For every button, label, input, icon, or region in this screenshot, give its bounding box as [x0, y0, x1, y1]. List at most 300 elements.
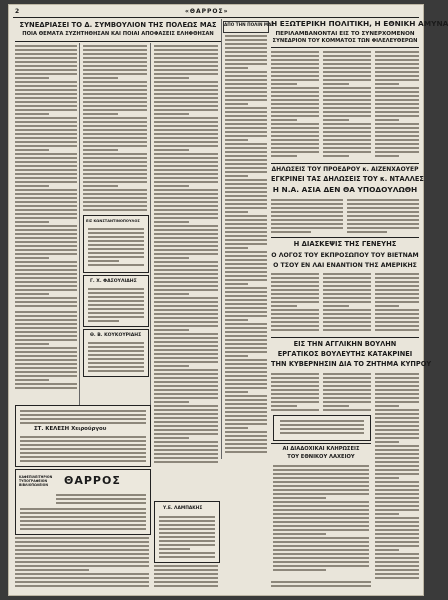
text-line [15, 301, 77, 303]
ad-5-line-2: ΘΑΡΡΟΣ [64, 474, 121, 487]
text-line [154, 425, 218, 427]
text-line [225, 431, 267, 433]
text-line [225, 371, 267, 373]
text-line [375, 429, 419, 431]
text-line [225, 375, 267, 377]
text-line [83, 81, 147, 83]
text-line [375, 91, 419, 93]
text-line [15, 249, 77, 251]
text-line [15, 189, 77, 191]
text-line [375, 131, 419, 133]
text-line [375, 273, 419, 275]
text-line [83, 69, 147, 71]
ad-box-5 [15, 469, 151, 535]
text-line [225, 255, 267, 257]
text-line [15, 145, 77, 147]
text-line [15, 265, 77, 267]
masthead-rule [13, 17, 419, 18]
text-line [154, 329, 189, 331]
text-line [15, 387, 77, 389]
text-line [88, 228, 144, 230]
text-line [375, 51, 419, 53]
text-line [375, 525, 419, 527]
text-line [154, 321, 218, 323]
story-5-headline-1: ΑΙ ΔΙΑΔΟΧΙΚΑΙ ΚΛΗΡΩΣΕΙΣ [282, 446, 360, 452]
text-line [323, 75, 371, 77]
text-line [225, 407, 267, 409]
text-line [375, 381, 419, 383]
bottom-left-text [15, 537, 149, 591]
text-line [280, 420, 364, 422]
text-line [375, 537, 419, 539]
text-line [88, 248, 144, 250]
text-line [15, 53, 77, 55]
text-line [154, 317, 218, 319]
text-line [15, 177, 77, 179]
text-line [159, 520, 215, 522]
text-line [159, 540, 215, 542]
text-line [323, 301, 371, 303]
text-line [15, 85, 77, 87]
text-line [83, 49, 147, 51]
text-line [225, 155, 267, 157]
text-line [154, 157, 218, 159]
side-column-title: ΑΠΟ ΤΗΝ ΠΟΛΙΝ ΜΑΣ [224, 22, 275, 27]
text-line [225, 203, 267, 205]
story-2-headline-2: ΕΓΚΡΙΝΕΙ ΤΑΣ ΔΗΛΩΣΕΙΣ ΤΟΥ κ. ΝΤΑΛΛΕΣ [271, 175, 424, 183]
text-line [225, 347, 267, 349]
story-4-rule [271, 337, 419, 338]
text-line [375, 473, 419, 475]
story-4-headline-3: ΤΗΝ ΚΥΒΕΡΝΗΣΙΝ ΔΙΑ ΤΟ ΖΗΤΗΜΑ ΚΥΠΡΟΥ [271, 360, 432, 368]
text-line [323, 293, 371, 295]
text-line [347, 231, 387, 233]
main-text-c [375, 51, 419, 161]
text-line [323, 67, 371, 69]
text-line [15, 367, 77, 369]
text-line [375, 425, 419, 427]
text-line [15, 101, 77, 103]
text-line [154, 345, 218, 347]
text-line [375, 309, 419, 311]
lottery-table [273, 465, 369, 575]
text-line [154, 57, 218, 59]
text-line [15, 537, 149, 539]
text-line [323, 297, 371, 299]
text-line [271, 293, 319, 295]
text-line [154, 293, 189, 295]
text-line [323, 119, 349, 121]
text-line [15, 125, 77, 127]
paper-name: «ΘΑΡΡΟΣ» [185, 8, 229, 15]
text-line [154, 221, 189, 223]
text-line [225, 419, 267, 421]
text-line [225, 39, 267, 41]
text-line [15, 371, 77, 373]
text-line [83, 113, 118, 115]
text-line [154, 45, 218, 47]
text-line [20, 516, 146, 518]
main-text-a [271, 51, 319, 161]
ad-4-line-2: ΣΤ. ΚΕΛΕΣΗ Χειρούργου [34, 426, 107, 432]
text-line [154, 461, 218, 463]
text-line [347, 207, 419, 209]
text-line [159, 556, 215, 558]
text-line [15, 137, 77, 139]
text-line [375, 521, 419, 523]
text-line [375, 385, 419, 387]
text-line [15, 133, 77, 135]
text-line [15, 281, 77, 283]
text-line [225, 235, 267, 237]
text-line [273, 545, 369, 547]
text-line [15, 561, 149, 563]
text-line [273, 473, 369, 475]
text-line [83, 101, 147, 103]
text-line [154, 197, 218, 199]
main-headline-2: ΠΕΡΙΛΑΜΒΑΝΟΝΤΑΙ ΕΙΣ ΤΟ ΣΥΝΕΡΧΟΜΕΝΟΝ [275, 31, 415, 37]
text-line [225, 143, 267, 145]
text-line [154, 65, 218, 67]
text-line [271, 63, 319, 65]
ad-box-3 [83, 329, 149, 377]
text-line [15, 197, 77, 199]
text-line [375, 297, 419, 299]
text-line [88, 236, 144, 238]
text-line [225, 115, 267, 117]
text-line [271, 381, 319, 383]
text-line [273, 537, 369, 539]
text-line [154, 301, 218, 303]
text-line [225, 43, 267, 45]
text-line [15, 577, 149, 579]
text-line [15, 229, 77, 231]
text-line [88, 252, 144, 254]
text-line [154, 185, 189, 187]
text-line [375, 67, 419, 69]
text-line [375, 485, 419, 487]
text-line [88, 304, 144, 306]
left-text-column-3 [154, 45, 218, 465]
text-line [15, 213, 77, 215]
text-line [15, 97, 77, 99]
text-line [375, 285, 419, 287]
text-line [225, 343, 267, 345]
text-line [271, 127, 319, 129]
text-line [271, 119, 297, 121]
text-line [20, 444, 146, 446]
text-line [225, 263, 267, 265]
text-line [20, 508, 146, 510]
text-line [154, 393, 218, 395]
text-line [375, 453, 419, 455]
text-line [83, 97, 147, 99]
text-line [375, 313, 419, 315]
text-line [154, 565, 218, 567]
text-line [225, 259, 267, 261]
text-line [375, 561, 419, 563]
text-line [271, 151, 319, 153]
text-line [83, 121, 147, 123]
text-line [271, 581, 371, 583]
text-line [273, 525, 369, 527]
text-line [15, 221, 49, 223]
text-line [375, 71, 419, 73]
text-line [15, 57, 77, 59]
text-line [88, 288, 144, 290]
text-line [225, 51, 267, 53]
text-line [15, 105, 77, 107]
text-line [88, 362, 144, 364]
text-line [154, 165, 218, 167]
text-line [83, 53, 147, 55]
text-line [15, 237, 77, 239]
text-line [225, 75, 267, 77]
text-line [154, 573, 218, 575]
text-line [225, 35, 267, 37]
text-line [271, 147, 319, 149]
text-line [154, 397, 218, 399]
text-line [15, 343, 49, 345]
text-line [225, 219, 267, 221]
text-line [375, 565, 419, 567]
text-line [88, 366, 144, 368]
text-line [271, 301, 319, 303]
text-line [20, 452, 146, 454]
text-line [225, 191, 267, 193]
text-line [375, 389, 419, 391]
text-line [15, 585, 149, 587]
text-line [159, 552, 215, 554]
text-line [154, 77, 189, 79]
text-line [20, 410, 146, 412]
text-line [154, 437, 189, 439]
text-line [88, 260, 119, 262]
text-line [225, 239, 267, 241]
text-line [88, 300, 144, 302]
text-line [323, 147, 371, 149]
text-line [15, 351, 77, 353]
text-line [271, 59, 319, 61]
story-4-text-a [271, 373, 319, 413]
text-line [323, 285, 371, 287]
text-line [15, 359, 77, 361]
text-line [225, 87, 267, 89]
story-5-rule [271, 443, 371, 444]
text-line [225, 315, 267, 317]
text-line [225, 307, 267, 309]
text-line [375, 111, 419, 113]
text-line [273, 485, 369, 487]
text-line [271, 203, 343, 205]
text-line [375, 569, 419, 571]
text-line [15, 113, 49, 115]
text-line [225, 55, 267, 57]
text-line [154, 69, 218, 71]
text-line [154, 401, 189, 403]
story-3-headline-2: Ο ΛΟΓΟΣ ΤΟΥ ΕΚΠΡΟΣΩΠΟΥ ΤΟΥ ΒΙΕΤΝΑΜ [271, 252, 419, 259]
text-line [271, 215, 343, 217]
text-line [154, 585, 218, 587]
text-line [88, 346, 144, 348]
text-line [154, 305, 218, 307]
text-line [83, 65, 147, 67]
text-line [375, 293, 419, 295]
text-line [15, 355, 77, 357]
text-line [273, 493, 369, 495]
text-line [273, 465, 369, 467]
text-line [20, 512, 146, 514]
text-line [83, 201, 147, 203]
text-line [375, 489, 419, 491]
text-line [323, 115, 371, 117]
text-line [375, 517, 419, 519]
text-line [271, 115, 319, 117]
text-line [225, 167, 267, 169]
text-line [225, 415, 267, 417]
text-line [225, 119, 267, 121]
text-line [154, 457, 218, 459]
text-line [225, 195, 267, 197]
text-line [225, 111, 267, 113]
text-line [154, 209, 218, 211]
text-line [271, 67, 319, 69]
text-line [88, 354, 144, 356]
text-line [15, 335, 77, 337]
text-line [15, 323, 77, 325]
text-line [323, 313, 371, 315]
text-line [15, 193, 77, 195]
left-text-column-2 [83, 45, 147, 211]
ad-1-line-1: ΕΙΣ ΚΩΝΣΤΑΝΤΙΝΟΠΟΥΛΟΣ [86, 219, 140, 223]
text-line [154, 413, 218, 415]
text-line [375, 401, 419, 403]
text-line [154, 277, 218, 279]
text-line [15, 61, 77, 63]
text-line [375, 557, 419, 559]
text-line [225, 147, 267, 149]
text-line [271, 123, 319, 125]
text-line [271, 207, 343, 209]
side-text-column [225, 35, 267, 455]
text-line [83, 141, 147, 143]
text-line [83, 177, 147, 179]
text-line [375, 301, 419, 303]
text-line [375, 79, 419, 81]
text-line [271, 389, 319, 391]
text-line [323, 305, 349, 307]
text-line [154, 313, 218, 315]
text-line [225, 323, 267, 325]
text-line [375, 417, 419, 419]
text-line [15, 277, 77, 279]
text-line [154, 325, 218, 327]
text-line [225, 243, 267, 245]
text-line [88, 308, 144, 310]
text-line [225, 223, 267, 225]
text-line [375, 151, 419, 153]
text-line [83, 165, 147, 167]
text-line [323, 151, 371, 153]
text-line [375, 441, 399, 443]
text-line [154, 249, 218, 251]
text-line [225, 391, 248, 393]
text-line [154, 453, 218, 455]
text-line [154, 213, 218, 215]
text-line [323, 55, 371, 57]
text-line [375, 577, 419, 579]
text-line [225, 211, 248, 213]
text-line [375, 55, 419, 57]
text-line [154, 149, 189, 151]
text-line [225, 135, 267, 137]
text-line [323, 405, 349, 407]
text-line [154, 201, 218, 203]
text-line [271, 139, 319, 141]
text-line [159, 536, 215, 538]
text-line [154, 189, 218, 191]
text-line [15, 253, 77, 255]
text-line [88, 358, 144, 360]
text-line [154, 377, 218, 379]
text-line [271, 373, 319, 375]
text-line [83, 173, 147, 175]
text-line [154, 229, 218, 231]
text-line [15, 261, 77, 263]
text-line [154, 433, 218, 435]
text-line [154, 245, 218, 247]
text-line [271, 55, 319, 57]
text-line [323, 277, 371, 279]
text-line [225, 175, 248, 177]
text-line [83, 45, 147, 47]
text-line [271, 135, 319, 137]
ad-3-line-1: Θ. Β. ΚΟΥΚΟΥΡΙΔΗΣ [90, 333, 142, 338]
text-line [347, 211, 419, 213]
text-line [154, 285, 218, 287]
text-line [271, 405, 297, 407]
text-line [15, 209, 77, 211]
text-line [15, 109, 77, 111]
text-line [323, 63, 371, 65]
text-line [225, 447, 267, 449]
text-line [15, 297, 77, 299]
text-line [15, 363, 77, 365]
story-4-headline-1: ΕΙΣ ΤΗΝ ΑΓΓΛΙΚΗΝ ΒΟΥΛΗΝ [293, 340, 397, 348]
text-line [271, 51, 319, 53]
text-line [225, 327, 267, 329]
text-line [15, 157, 77, 159]
text-line [323, 409, 371, 411]
text-line [154, 421, 218, 423]
text-line [15, 161, 77, 163]
text-line [225, 367, 267, 369]
left-headline-1: ΣΥΝΕΔΡΙΑΣΕΙ ΤΟ Δ. ΣΥΜΒΟΥΛΙΟΝ ΤΗΣ ΠΟΛΕΩΣ ΜΑΣ [19, 21, 217, 29]
text-line [323, 281, 371, 283]
text-line [15, 93, 77, 95]
text-line [271, 103, 319, 105]
text-line [225, 319, 248, 321]
text-line [323, 83, 349, 85]
text-line [225, 103, 248, 105]
text-line [225, 379, 267, 381]
text-line [15, 269, 77, 271]
text-line [15, 553, 149, 555]
text-line [271, 325, 319, 327]
text-line [271, 285, 319, 287]
text-line [154, 217, 218, 219]
text-line [225, 227, 267, 229]
